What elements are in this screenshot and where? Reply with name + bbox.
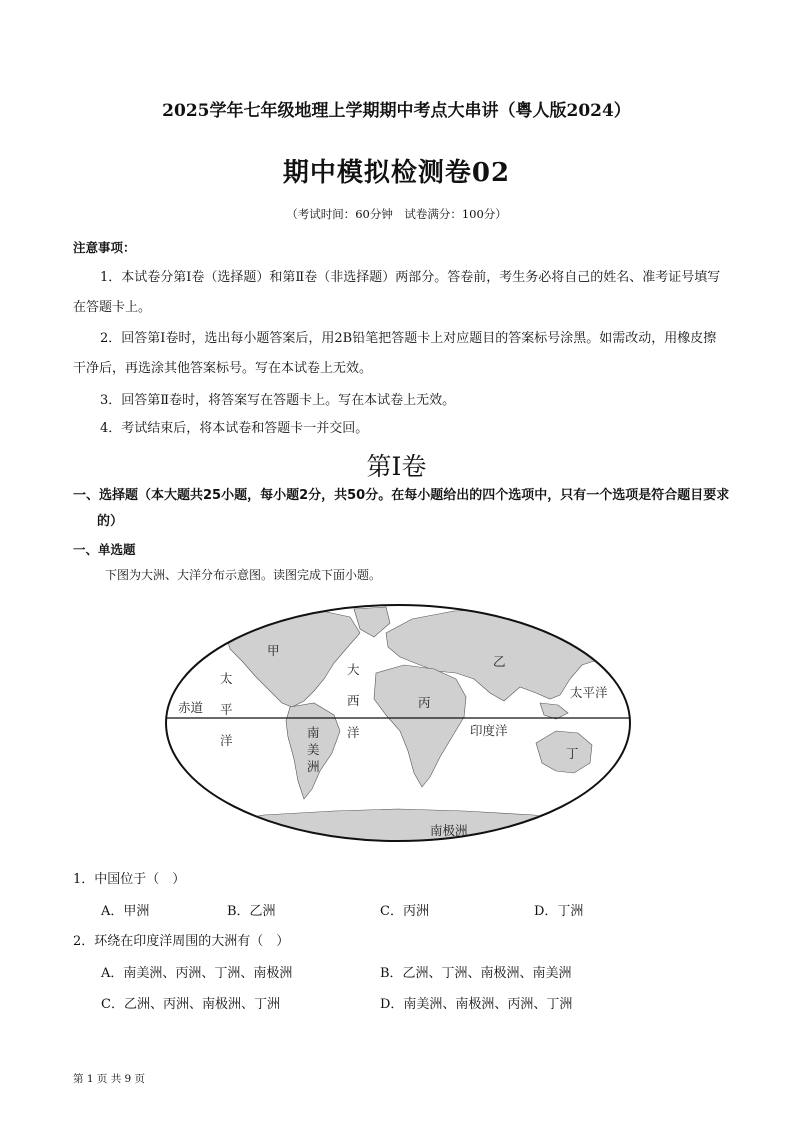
section-title: 第I卷 (366, 452, 427, 481)
q2-option-a: A．南美洲、丙洲、丁洲、南极洲 (101, 966, 293, 981)
note-item-3: 3．回答第Ⅱ卷时，将答案写在答题卡上。写在本试卷上无效。 (100, 393, 456, 408)
world-map (164, 603, 632, 843)
q2-option-b: B．乙洲、丁洲、南极洲、南美洲 (380, 966, 572, 981)
q2-option-d: D．南美洲、南极洲、丙洲、丁洲 (380, 997, 573, 1012)
page-footer: 第 1 页 共 9 页 (73, 1073, 146, 1085)
note-item-1: 1．本试卷分第Ⅰ卷（选择题）和第Ⅱ卷（非选择题）两部分。答卷前，考生务必将自己的姓名、准考证号填写在答题卡上。 (73, 270, 721, 315)
question-2-stem: 2．环绕在印度洋周围的大洲有（ ） (73, 934, 290, 949)
note-item-2: 2．回答第Ⅰ卷时，选出每小题答案后，用2B铅笔把答题卡上对应题目的答案标号涂黑。如需改动，用橡皮擦干净后，再选涂其他答案标号。写在本试卷上无效。 (73, 331, 717, 376)
label-pacific-left-2: 平 (220, 702, 233, 717)
series-title: 2025学年七年级地理上学期期中考点大串讲（粤人版2024） (162, 101, 631, 121)
label-equator: 赤道 (178, 700, 204, 715)
sub-heading: 一、单选题 (73, 542, 136, 557)
label-pacific-left-3: 洋 (220, 733, 233, 748)
note-item-4: 4．考试结束后，将本试卷和答题卡一并交回。 (100, 421, 369, 436)
label-south-america-3: 洲 (307, 759, 320, 774)
label-atlantic-1: 大 (347, 662, 360, 677)
label-atlantic-2: 西 (347, 693, 360, 708)
exam-info: （考试时间：60分钟 试卷满分：100分） (286, 207, 507, 221)
q1-option-c: C．丙洲 (380, 904, 429, 919)
label-jia: 甲 (267, 643, 280, 658)
label-pacific-left-1: 太 (220, 671, 233, 686)
paper-title: 期中模拟检测卷02 (282, 158, 511, 188)
label-bing: 丙 (418, 695, 431, 710)
q1-option-b: B．乙洲 (227, 904, 276, 919)
map-intro: 下图为大洲、大洋分布示意图。读图完成下面小题。 (105, 568, 382, 582)
continent-antarctica (164, 809, 632, 843)
q1-option-d: D．丁洲 (534, 904, 584, 919)
notes-heading: 注意事项： (73, 240, 136, 255)
label-antarctica: 南极洲 (430, 823, 468, 838)
q2-option-c: C．乙洲、丙洲、南极洲、丁洲 (101, 997, 280, 1012)
label-atlantic-3: 洋 (347, 725, 360, 740)
label-south-america-1: 南 (307, 725, 320, 740)
label-pacific-right: 太平洋 (570, 685, 608, 700)
label-ding: 丁 (566, 746, 579, 761)
part-heading: 一、选择题（本大题共25小题，每小题2分，共50分。在每小题给出的四个选项中，只有一个选项是符合题目要求的） (73, 488, 730, 529)
question-1-stem: 1．中国位于（ ） (73, 872, 186, 887)
q1-option-a: A．甲洲 (101, 904, 150, 919)
label-indian-ocean: 印度洋 (470, 723, 508, 738)
label-south-america-2: 美 (307, 742, 320, 757)
label-yi: 乙 (493, 654, 506, 669)
